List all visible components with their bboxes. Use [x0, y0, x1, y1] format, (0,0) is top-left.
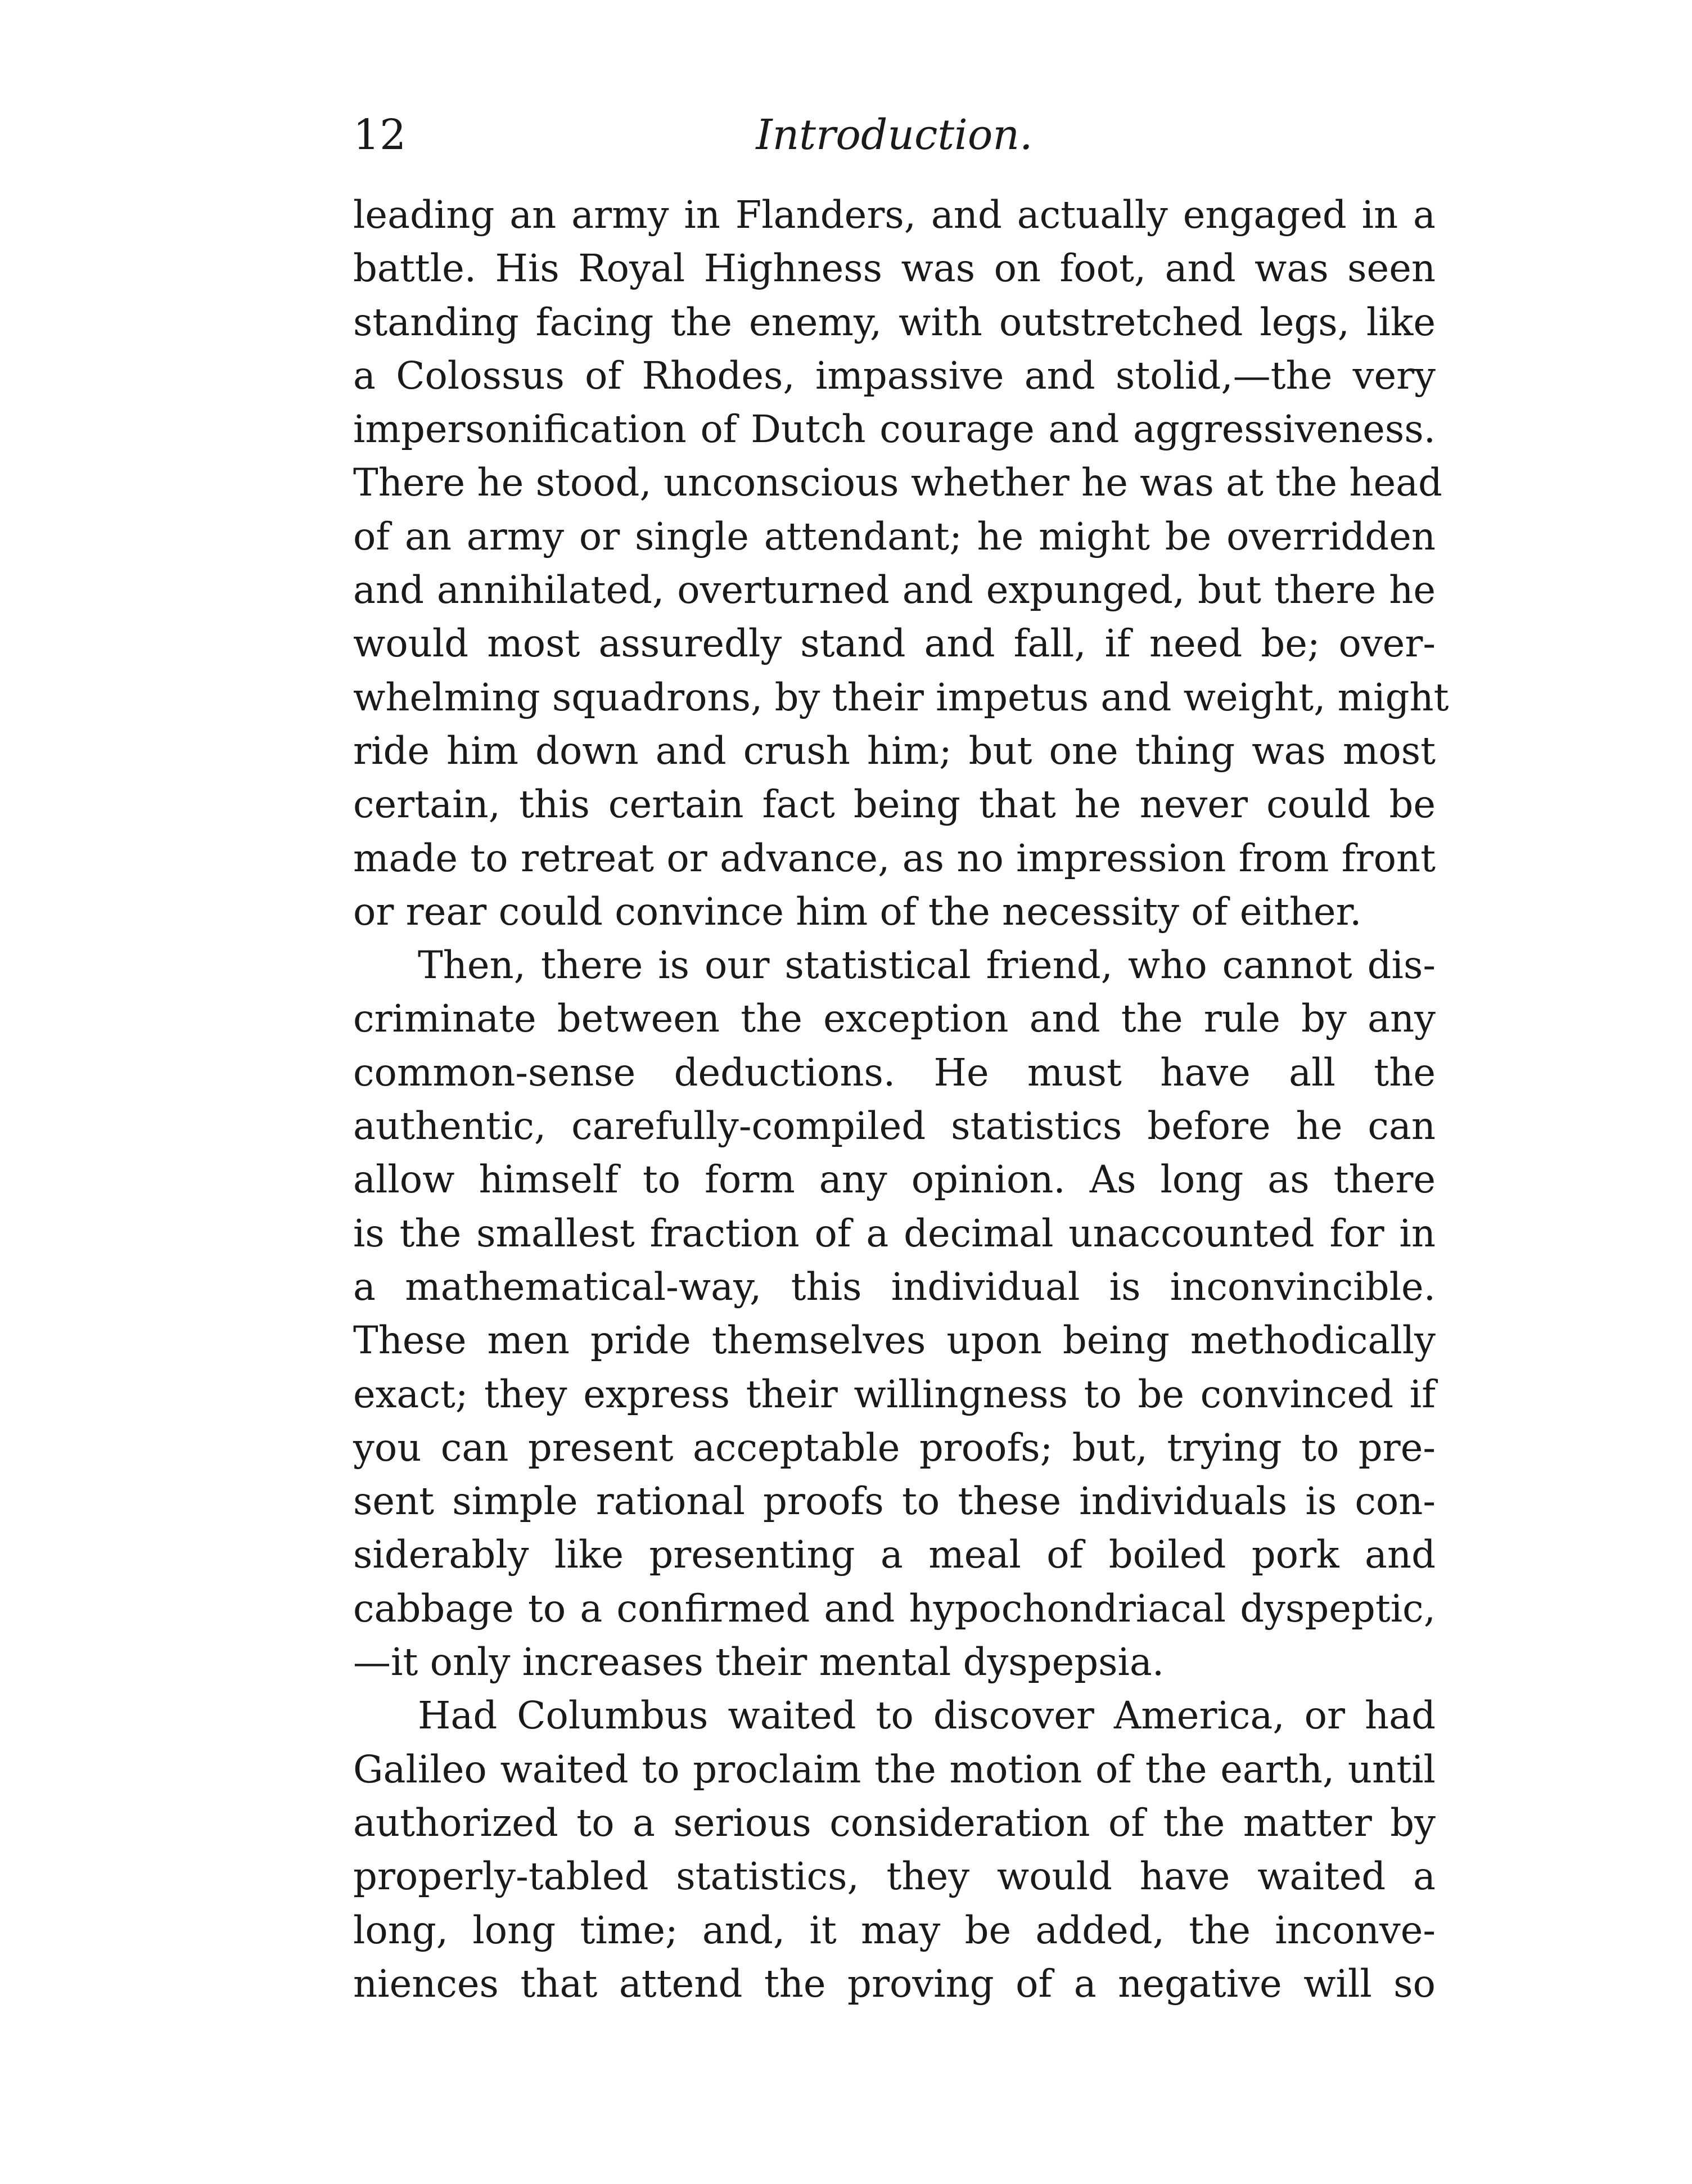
text-line: allow himself to form any opinion. As long as there — [353, 1158, 1436, 1202]
text-line: would most assuredly stand and fall, if need be; over- — [353, 622, 1436, 666]
text-line: authentic, carefully-compiled statistics before he can — [353, 1104, 1436, 1149]
text-line: a mathematical-way, this individual is inconvincible. — [353, 1264, 1436, 1309]
text-line: There he stood, unconscious whether he was at the head — [353, 461, 1442, 505]
page-number: 12 — [353, 111, 407, 159]
body-text — [353, 188, 1449, 2011]
paragraph-first-line: Then, there is our statistical friend, who cannot dis- — [418, 943, 1436, 988]
text-line: whelming squadrons, by their impetus and weight, might — [353, 675, 1449, 719]
text-line: impersonification of Dutch courage and aggressiveness. — [353, 407, 1436, 452]
text-line: Galileo waited to proclaim the motion of the earth, until — [353, 1747, 1436, 1791]
paragraph-first-line: Had Columbus waited to discover America, or had — [418, 1694, 1436, 1738]
running-head — [353, 104, 1436, 166]
text-line: made to retreat or advance, as no impression from front — [353, 836, 1436, 880]
text-line: —it only increases their mental dyspepsia. — [353, 1640, 1165, 1685]
text-line: battle. His Royal Highness was on foot, and was seen — [353, 246, 1436, 291]
text-line: long, long time; and, it may be added, the inconve- — [353, 1908, 1436, 1952]
text-line: sent simple rational proofs to these individuals is con- — [353, 1479, 1436, 1524]
text-line: siderably like presenting a meal of boiled pork and — [353, 1533, 1436, 1577]
text-line: properly-tabled statistics, they would have waited a — [353, 1854, 1436, 1899]
text-line: niences that attend the proving of a negative will so — [353, 1961, 1436, 2006]
text-line: common-sense deductions. He must have all the — [353, 1050, 1436, 1095]
text-line: and annihilated, overturned and expunged, but there he — [353, 568, 1436, 613]
text-line: authorized to a serious consideration of the matter by — [353, 1800, 1436, 1845]
text-line: standing facing the enemy, with outstretched legs, like — [353, 300, 1436, 344]
running-title: Introduction. — [756, 111, 1033, 159]
text-line: exact; they express their willingness to be convinced if — [353, 1372, 1436, 1416]
text-line: a Colossus of Rhodes, impassive and stolid,—the very — [353, 353, 1436, 398]
text-line: of an army or single attendant; he might be overridden — [353, 514, 1436, 559]
text-line: you can present acceptable proofs; but, trying to pre- — [353, 1425, 1436, 1470]
text-line: criminate between the exception and the rule by any — [353, 997, 1436, 1041]
text-line: is the smallest fraction of a decimal unaccounted for in — [353, 1211, 1436, 1255]
text-line: cabbage to a confirmed and hypochondriacal dyspeptic, — [353, 1586, 1436, 1631]
text-line: certain, this certain fact being that he never could be — [353, 782, 1436, 827]
text-line: leading an army in Flanders, and actually engaged in a — [353, 193, 1436, 237]
text-line: ride him down and crush him; but one thing was most — [353, 728, 1436, 773]
text-line: or rear could convince him of the necessity of either. — [353, 889, 1362, 934]
text-line: These men pride themselves upon being methodically — [353, 1318, 1436, 1363]
